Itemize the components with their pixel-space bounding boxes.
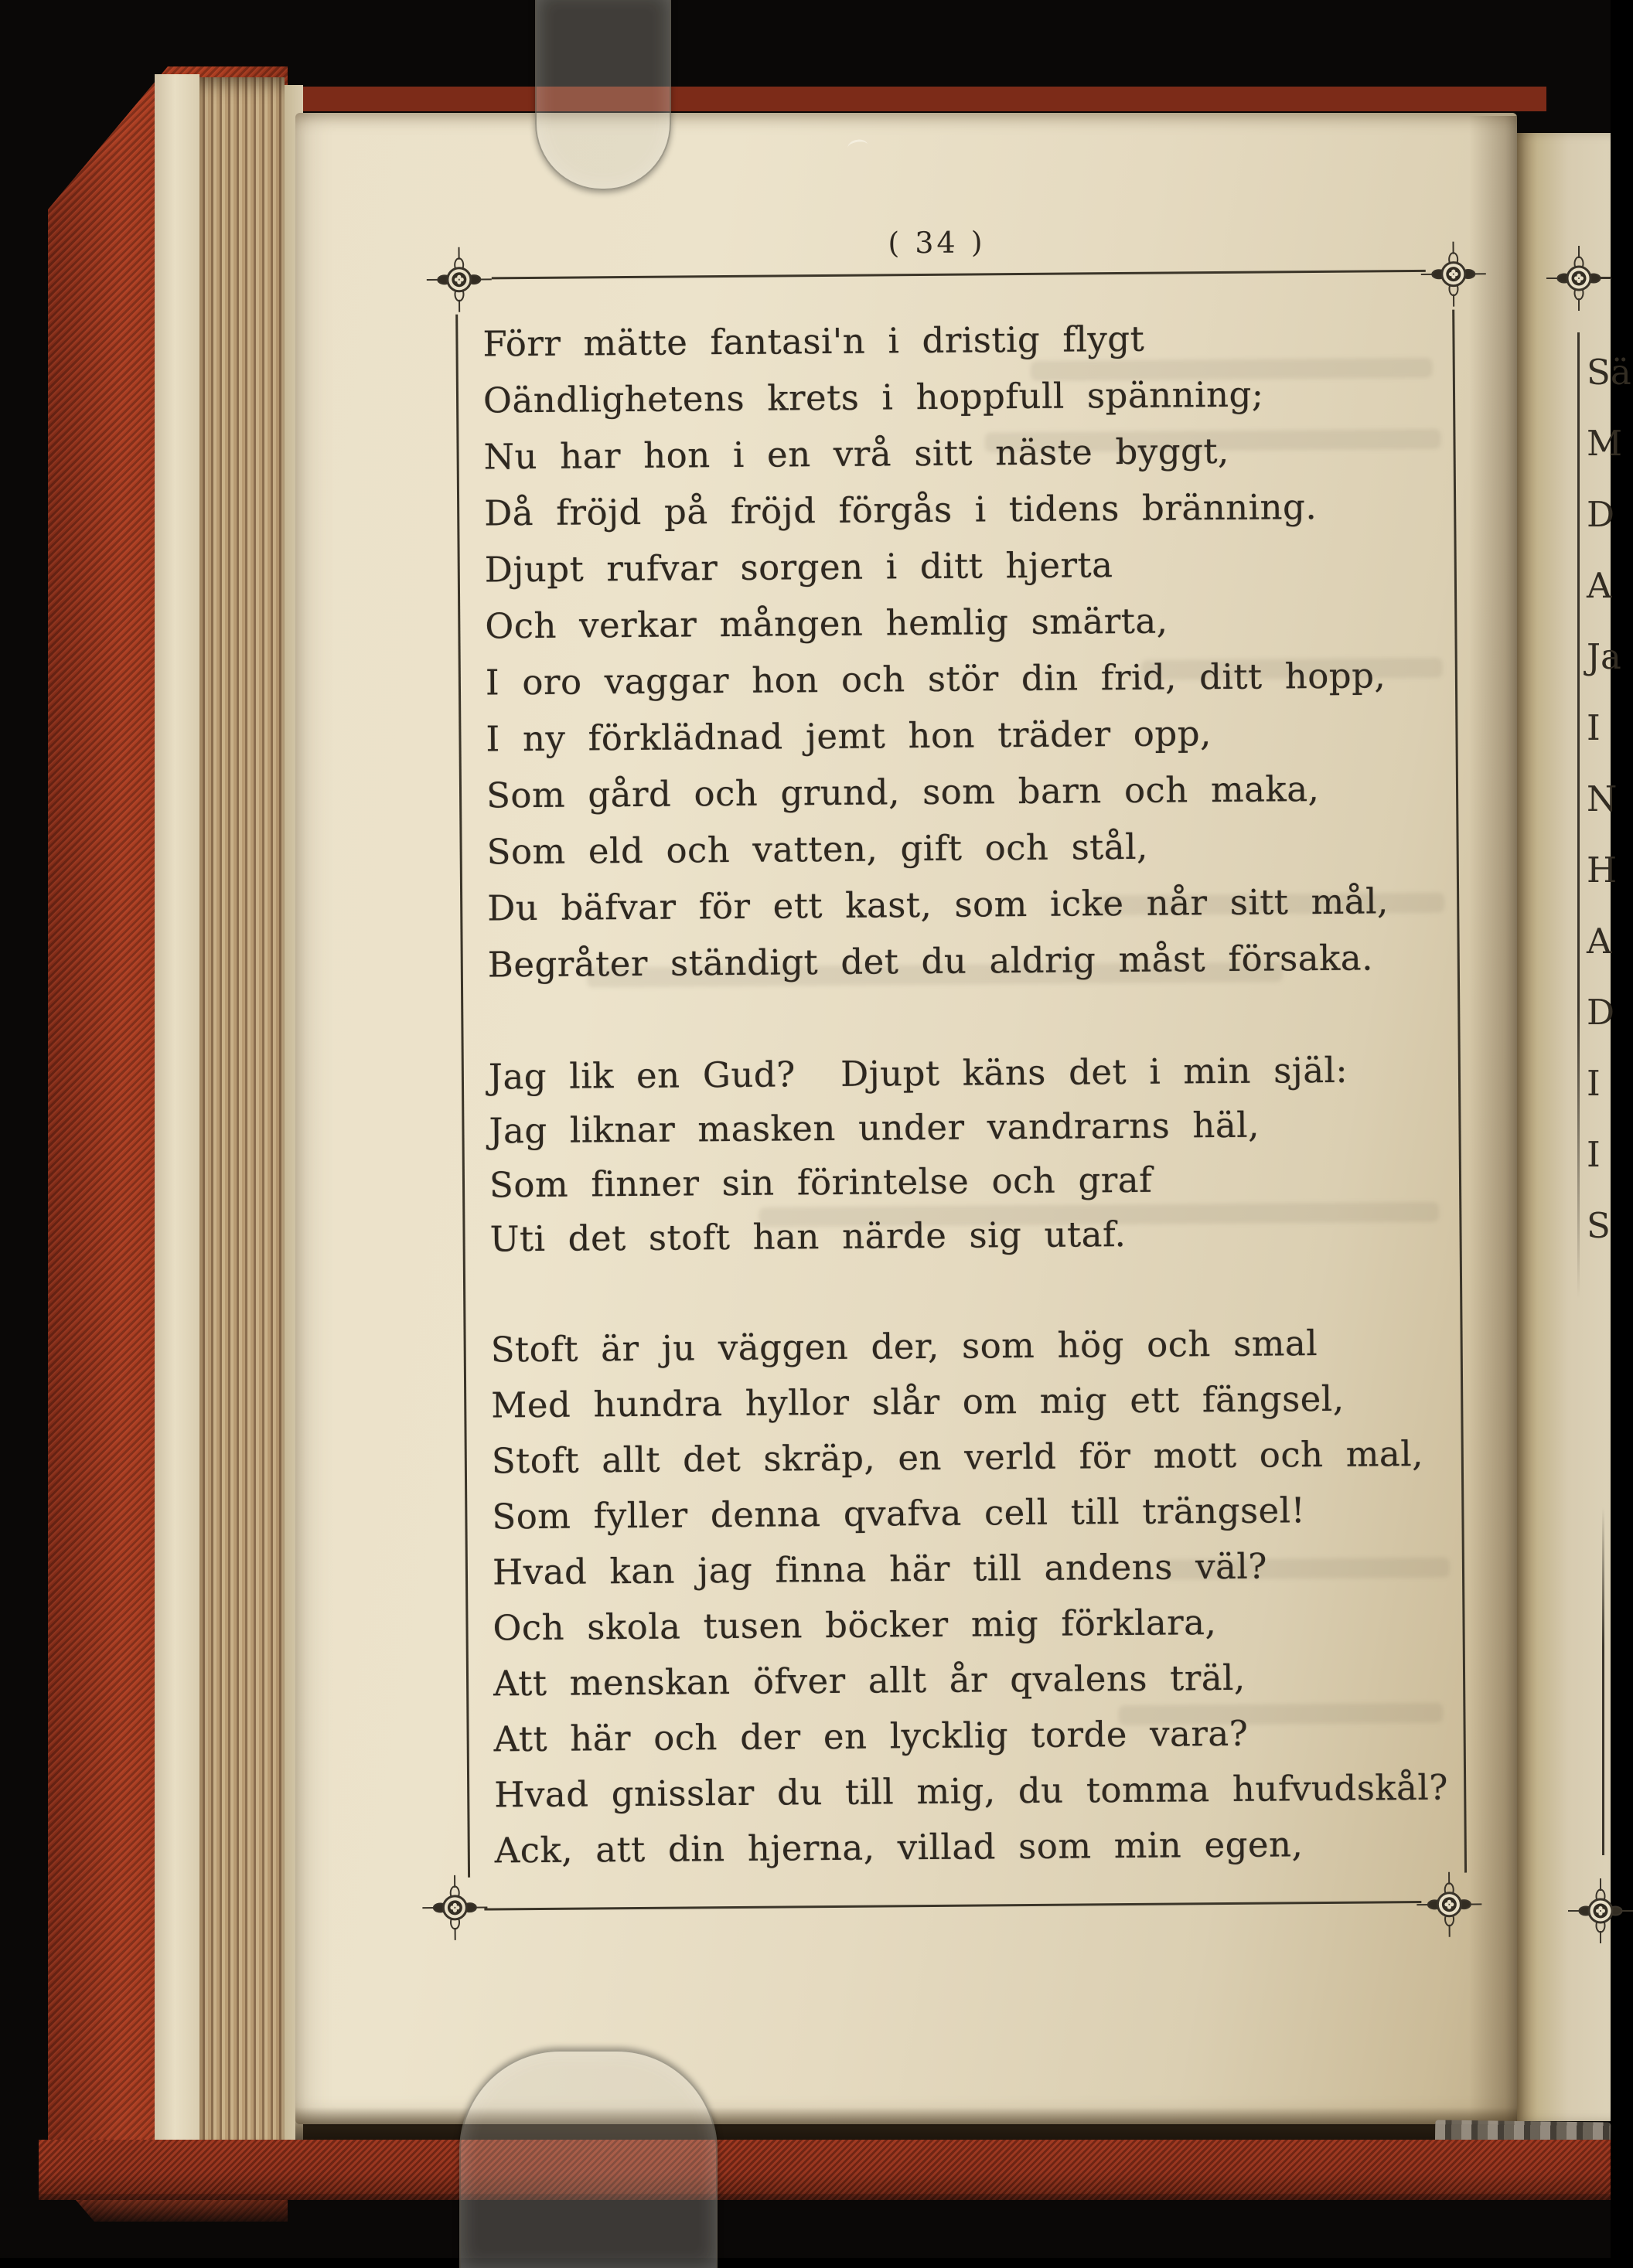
book-cover-bottom-edge <box>39 2140 1611 2200</box>
frame-rule-bottom <box>484 1901 1421 1911</box>
poem-line: Med hundra hyllor slår om mig ett fängsel, <box>491 1371 1445 1434</box>
scanner-clip-top <box>535 0 671 190</box>
facing-partial-line: H <box>1587 847 1617 894</box>
facing-partial-line: M <box>1587 421 1622 467</box>
poem-line: Som gård och grund, som barn och maka, <box>486 760 1388 823</box>
facing-partial-line: D <box>1587 492 1614 538</box>
facing-partial-line: Ja <box>1587 634 1621 680</box>
poem-line: Jag liknar masken under vandrarns häl, <box>489 1098 1348 1159</box>
facing-partial-line: N <box>1587 776 1617 822</box>
page-number: ( 34 ) <box>850 225 1023 261</box>
corner-ornament-bottom-right <box>1417 1871 1482 1937</box>
poem-line: Djupt rufvar sorgen i ditt hjerta <box>484 534 1386 598</box>
poem-line: Begråter ständigt det du aldrig måst försaka. <box>488 929 1389 993</box>
poem-line: I oro vaggar hon och stör din frid, ditt hopp, <box>486 647 1387 710</box>
facing-partial-line: Sä <box>1587 349 1631 396</box>
frame-rule-top <box>492 270 1426 279</box>
poem-line: Som fyller denna qvafva cell till trängsel! <box>492 1482 1446 1545</box>
poem-line: Oändlighetens krets i hoppfull spänning; <box>483 365 1385 428</box>
poem-line: Du bäfvar för ett kast, som icke når sitt mål, <box>487 873 1389 936</box>
corner-ornament-top-right <box>1420 241 1486 307</box>
poem-line: Hvad gnisslar du till mig, du tomma hufvudskål? <box>494 1760 1448 1824</box>
poem-line: Ack, att din hjerna, villad som min egen, <box>495 1816 1449 1879</box>
poem-line: Som finner sin förintelse och graf <box>489 1152 1349 1213</box>
facing-partial-line: A <box>1587 563 1612 609</box>
poem-line: Att menskan öfver allt år qvalens träl, <box>493 1649 1447 1712</box>
facing-partial-line: D <box>1587 989 1614 1036</box>
corner-ornament-bottom-left <box>422 1875 488 1941</box>
poem-line: Stoft allt det skräp, en verld för mott och mal, <box>492 1426 1446 1490</box>
paper-scratch <box>847 138 868 155</box>
facing-partial-line: I <box>1587 705 1601 751</box>
corner-ornament-top-left <box>426 247 492 312</box>
poem-stanza-3 <box>490 1315 1448 1879</box>
poem-line: Nu har hon i en vrå sitt näste byggt, <box>483 421 1385 485</box>
facing-partial-line: I <box>1587 1132 1601 1178</box>
poem-line: Och skola tusen böcker mig förklara, <box>493 1593 1447 1657</box>
facing-partial-line: S <box>1587 1203 1611 1249</box>
bottom-shadow <box>0 2194 1611 2258</box>
poem-line: Och verkar mången hemlig smärta, <box>485 591 1386 654</box>
poem-line: Stoft är ju väggen der, som hög och smal <box>490 1315 1444 1378</box>
scanner-clip-bottom <box>459 2050 718 2268</box>
poem-line: Som eld och vatten, gift och stål, <box>486 816 1388 880</box>
poem-line: Att här och der en lycklig torde vara? <box>493 1704 1447 1768</box>
poem-stanza-1 <box>482 308 1389 993</box>
frame-line-right <box>1452 310 1467 1873</box>
poem-line: Hvad kan jag finna här till andens väl? <box>493 1538 1447 1601</box>
frame-line-left <box>455 315 470 1878</box>
poem-line: Jag lik en Gud? Djupt käns det i min själ: <box>489 1044 1348 1105</box>
poem-stanza-2 <box>489 1044 1349 1267</box>
poem-line: I ny förklädnad jemt hon träder opp, <box>486 703 1387 767</box>
facing-partial-line: A <box>1587 918 1612 965</box>
poem-line: Förr mätte fantasi'n i dristig flygt <box>482 308 1384 372</box>
poem-line: Då fröjd på fröjd förgås i tidens bränning. <box>484 478 1386 541</box>
poem-line: Uti det stoft han närde sig utaf. <box>489 1206 1349 1267</box>
facing-partial-line: I <box>1587 1061 1601 1107</box>
